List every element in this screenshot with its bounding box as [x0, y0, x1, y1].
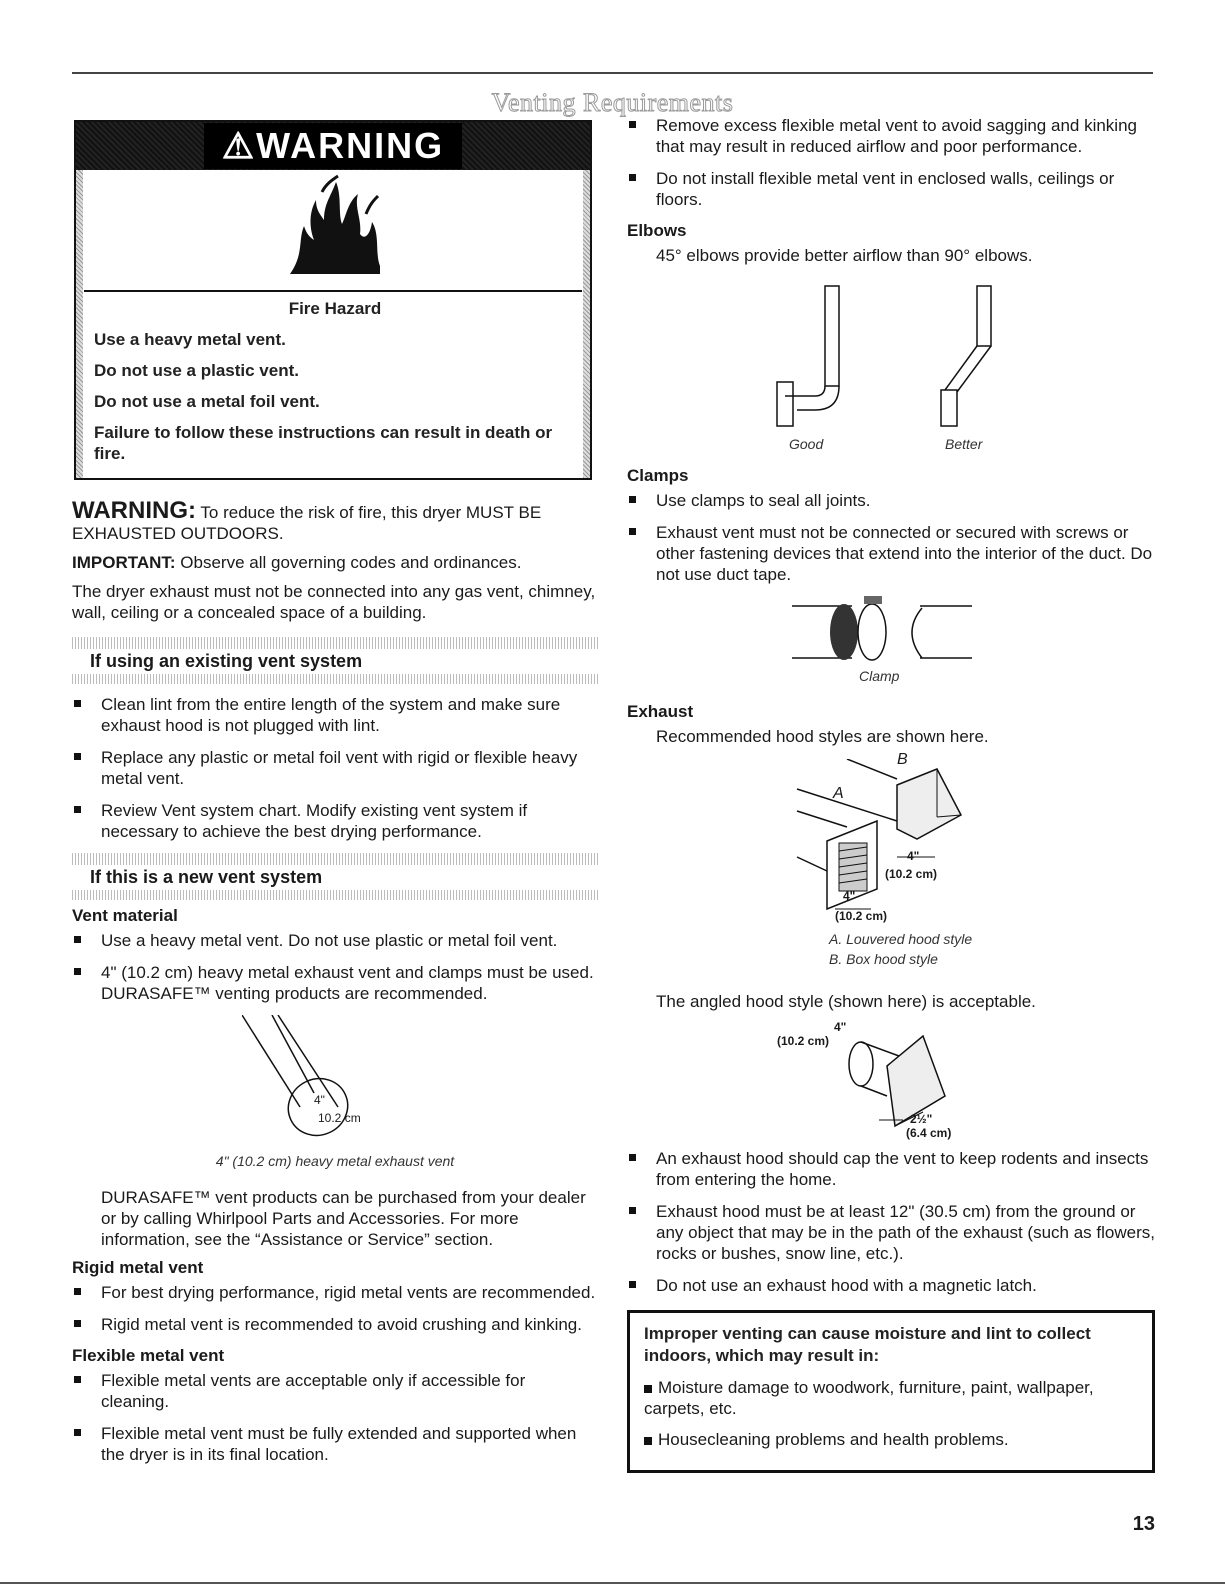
list-item: 4" (10.2 cm) heavy metal exhaust vent and clamps must be used. DURASAFE™ venting products are recommended. — [72, 962, 598, 1004]
clamp-caption: Clamp — [859, 668, 900, 684]
durasafe-paragraph: DURASAFE™ vent products can be purchased from your dealer or by calling Whirlpool Parts and Accessories. For more information, see the “Assistance or Service” section. — [101, 1188, 586, 1249]
section-divider — [72, 637, 598, 649]
list-item: Moisture damage to woodwork, furniture, paint, wallpaper, carpets, etc. — [644, 1378, 1094, 1418]
angled-dim-bottom-cm: (6.4 cm) — [906, 1126, 952, 1140]
fire-icon — [280, 174, 400, 284]
hood-label-a: A — [833, 785, 844, 802]
angled-dim-bottom: 2½" — [910, 1112, 933, 1126]
important-note — [72, 552, 598, 573]
hood-figure — [627, 751, 1155, 991]
clamps-heading: Clamps — [627, 466, 689, 485]
page-number: 13 — [1132, 1513, 1155, 1535]
warning-text-block — [76, 292, 590, 464]
list-item: Exhaust vent must not be connected or secured with screws or other fastening devices that extend into the interior of the duct. Do not use duct tape. — [627, 522, 1155, 585]
list-item: Use clamps to seal all joints. — [627, 490, 1155, 511]
hood-dim-2-cm: (10.2 cm) — [835, 909, 888, 923]
vent-dim-cm: 10.2 cm — [318, 1111, 361, 1125]
section-divider — [72, 890, 598, 900]
important-text: Observe all governing codes and ordinances. — [180, 553, 522, 572]
exhaust-heading: Exhaust — [627, 702, 694, 721]
elbow-45-icon — [927, 282, 1017, 432]
hood-caption-a: A. Louvered hood style — [829, 931, 973, 947]
flexible-vent-heading: Flexible metal vent — [72, 1346, 225, 1365]
angled-dim-top-cm: (10.2 cm) — [777, 1034, 830, 1048]
list-item: Flexible metal vent must be fully extended and supported when the dryer is in its final location. — [72, 1423, 598, 1465]
exhaust-paragraph: The dryer exhaust must not be connected into any gas vent, chimney, wall, ceiling or a concealed space of a building. — [72, 582, 596, 622]
list-item: Rigid metal vent is recommended to avoid crushing and kinking. — [72, 1314, 598, 1335]
warning-line: Do not use a plastic vent. — [94, 361, 299, 380]
list-item: Flexible metal vents are acceptable only if accessible for cleaning. — [72, 1370, 598, 1412]
improper-venting-box — [627, 1310, 1155, 1473]
elbows-paragraph: 45° elbows provide better airflow than 90° elbows. — [656, 246, 1033, 265]
hood-styles-icon — [787, 759, 987, 929]
vent-figure — [72, 1015, 598, 1155]
list-item: An exhaust hood should cap the vent to keep rodents and insects from entering the home. — [627, 1148, 1155, 1190]
elbows-heading: Elbows — [627, 221, 687, 240]
vent-material-heading: Vent material — [72, 906, 178, 925]
warning-line: Do not use a metal foil vent. — [94, 392, 320, 411]
left-column — [72, 120, 598, 1476]
top-rule — [72, 72, 1153, 74]
list-item: Housecleaning problems and health problems. — [644, 1429, 1138, 1450]
elbow-good-label: Good — [789, 436, 824, 452]
clamp-icon — [792, 596, 992, 676]
warning-statement-text: To reduce the risk of fire, this dryer MUST BE EXHAUSTED OUTDOORS. — [72, 503, 542, 543]
fire-icon-area — [84, 170, 582, 292]
clamp-figure — [627, 596, 1155, 688]
bullet-square-icon — [644, 1437, 652, 1445]
bottom-rule — [0, 1582, 1225, 1584]
warning-label: WARNING: — [72, 497, 196, 524]
hood-label-b: B — [897, 751, 908, 768]
improper-venting-heading: Improper venting can cause moisture and lint to collect indoors, which may result in: — [644, 1324, 1091, 1365]
angled-hood-figure — [627, 1020, 1155, 1148]
rigid-vent-heading: Rigid metal vent — [72, 1258, 204, 1277]
list-item: Replace any plastic or metal foil vent with rigid or flexible heavy metal vent. — [72, 747, 598, 789]
elbow-90-icon — [767, 282, 857, 432]
list-item: Do not install flexible metal vent in enclosed walls, ceilings or floors. — [627, 168, 1155, 210]
warning-side-stripe-right — [583, 170, 590, 478]
vent-diagram-icon — [242, 1015, 382, 1145]
page-title: Venting Requirements — [491, 88, 734, 117]
list-item: Exhaust hood must be at least 12" (30.5 cm) from the ground or any object that may be in the path of the exhaust (such as flowers, rocks or bushes, snow line, etc.). — [627, 1201, 1155, 1264]
list-item: For best drying performance, rigid metal vents are recommended. — [72, 1282, 598, 1303]
section-divider — [72, 853, 598, 865]
existing-vent-heading: If using an existing vent system — [90, 651, 363, 671]
hazard-title: Fire Hazard — [288, 299, 382, 318]
warning-line: Failure to follow these instructions can result in death or fire. — [94, 423, 553, 463]
warning-banner — [76, 122, 590, 170]
bullet-square-icon — [644, 1385, 652, 1393]
list-item: Remove excess flexible metal vent to avoid sagging and kinking that may result in reduced airflow and poor performance. — [627, 115, 1155, 157]
angled-hood-paragraph: The angled hood style (shown here) is acceptable. — [656, 992, 1036, 1011]
fire-hazard-warning-box — [74, 120, 592, 480]
list-item: Do not use an exhaust hood with a magnetic latch. — [627, 1275, 1155, 1296]
hood-dim-2: 4" — [843, 889, 856, 903]
hood-dim-1-cm: (10.2 cm) — [885, 867, 938, 881]
warning-banner-text: ⚠WARNING — [204, 123, 462, 169]
important-label: IMPORTANT: — [72, 553, 176, 572]
list-item: Review Vent system chart. Modify existing vent system if necessary to achieve the best drying performance. — [72, 800, 598, 842]
warning-statement — [72, 497, 598, 544]
list-item: Use a heavy metal vent. Do not use plastic or metal foil vent. — [72, 930, 598, 951]
vent-caption: 4" (10.2 cm) heavy metal exhaust vent — [215, 1153, 455, 1169]
warning-side-stripe-left — [76, 170, 83, 478]
angled-dim-top: 4" — [834, 1020, 847, 1034]
warning-line: Use a heavy metal vent. — [94, 330, 286, 349]
right-column — [627, 115, 1155, 1473]
list-item: Clean lint from the entire length of the system and make sure exhaust hood is not plugged with lint. — [72, 694, 598, 736]
exhaust-paragraph: Recommended hood styles are shown here. — [656, 727, 989, 746]
elbow-better-label: Better — [945, 436, 983, 452]
elbow-figure — [627, 274, 1155, 464]
vent-dim-inches: 4" — [314, 1093, 325, 1107]
section-divider — [72, 674, 598, 684]
hood-dim-1: 4" — [907, 849, 920, 863]
new-vent-heading: If this is a new vent system — [90, 867, 323, 887]
hood-caption-b: B. Box hood style — [829, 951, 938, 967]
